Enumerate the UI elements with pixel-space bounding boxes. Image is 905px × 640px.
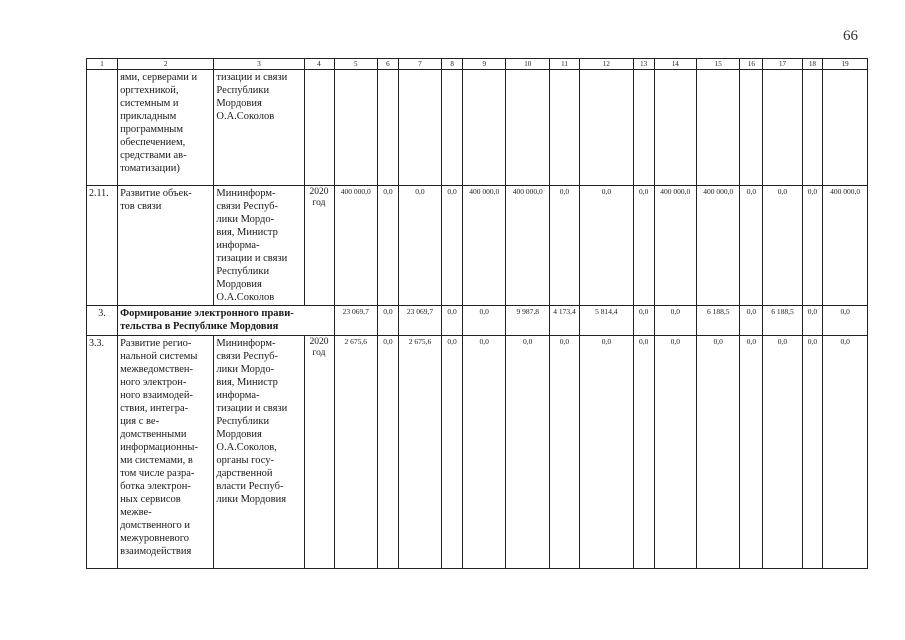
col-header-17: 17 bbox=[763, 59, 802, 70]
cell-11: 0,0 bbox=[549, 336, 579, 569]
cell-12 bbox=[579, 70, 633, 186]
cell-12: 0,0 bbox=[579, 336, 633, 569]
measure-name: Развитие объек- тов связи bbox=[118, 186, 214, 306]
cell-12: 5 814,4 bbox=[579, 306, 633, 336]
cell-19 bbox=[823, 70, 868, 186]
row-index bbox=[87, 70, 118, 186]
row-index: 3. bbox=[87, 306, 118, 336]
cell-15 bbox=[696, 70, 740, 186]
col-header-18: 18 bbox=[802, 59, 823, 70]
cell-17: 0,0 bbox=[763, 186, 802, 306]
cell-9: 0,0 bbox=[462, 306, 506, 336]
table-row bbox=[87, 70, 868, 186]
executor: Мининформ- связи Респуб- лики Мордо- вия, Министр информа- тизации и связи Республики Мордовия О.А.Соколов, органы госу- дарственной власти Респуб- лики Мордовия bbox=[214, 336, 304, 569]
cell-15: 400 000,0 bbox=[696, 186, 740, 306]
col-header-12: 12 bbox=[579, 59, 633, 70]
cell-19: 0,0 bbox=[823, 336, 868, 569]
cell-6: 0,0 bbox=[378, 336, 399, 569]
cell-6: 0,0 bbox=[378, 306, 399, 336]
cell-13: 0,0 bbox=[633, 186, 654, 306]
cell-14 bbox=[654, 70, 696, 186]
cell-10: 400 000,0 bbox=[506, 186, 550, 306]
col-header-8: 8 bbox=[442, 59, 463, 70]
row-index: 3.3. bbox=[87, 336, 118, 569]
cell-11 bbox=[549, 70, 579, 186]
measure-name: Развитие регио- нальной системы межведомствен- ного электрон- ного взаимодей- ствия, интегра- ция с ве- домственными информационны- ми системами, в том числе разра- ботка электрон- ных сервисов межве- домственного и межуровневого взаимодействия bbox=[118, 336, 214, 569]
col-header-11: 11 bbox=[549, 59, 579, 70]
col-header-1: 1 bbox=[87, 59, 118, 70]
cell-14: 0,0 bbox=[654, 306, 696, 336]
cell-17 bbox=[763, 70, 802, 186]
col-header-13: 13 bbox=[633, 59, 654, 70]
col-header-9: 9 bbox=[462, 59, 506, 70]
cell-15: 6 188,5 bbox=[696, 306, 740, 336]
cell-9: 0,0 bbox=[462, 336, 506, 569]
cell-17: 6 188,5 bbox=[763, 306, 802, 336]
table-row bbox=[87, 186, 868, 306]
cell-11: 4 173,4 bbox=[549, 306, 579, 336]
cell-5: 23 069,7 bbox=[334, 306, 378, 336]
cell-11: 0,0 bbox=[549, 186, 579, 306]
cell-10: 9 987,8 bbox=[506, 306, 550, 336]
col-header-19: 19 bbox=[823, 59, 868, 70]
cell-8: 0,0 bbox=[442, 186, 463, 306]
cell-18 bbox=[802, 70, 823, 186]
cell-6: 0,0 bbox=[378, 186, 399, 306]
cell-7: 2 675,6 bbox=[398, 336, 442, 569]
cell-13: 0,0 bbox=[633, 336, 654, 569]
cell-18: 0,0 bbox=[802, 336, 823, 569]
column-number-header bbox=[87, 59, 868, 70]
measure-name: ями, серверами и оргтехникой, системным и прикладным программным обеспечением, средствами ав- томатизации) bbox=[118, 70, 214, 186]
cell-9: 400 000,0 bbox=[462, 186, 506, 306]
cell-7: 23 069,7 bbox=[398, 306, 442, 336]
cell-15: 0,0 bbox=[696, 336, 740, 569]
cell-7 bbox=[398, 70, 442, 186]
cell-18: 0,0 bbox=[802, 306, 823, 336]
cell-7: 0,0 bbox=[398, 186, 442, 306]
cell-14: 0,0 bbox=[654, 336, 696, 569]
cell-16: 0,0 bbox=[740, 186, 763, 306]
col-header-14: 14 bbox=[654, 59, 696, 70]
cell-13 bbox=[633, 70, 654, 186]
cell-8 bbox=[442, 70, 463, 186]
cell-14: 400 000,0 bbox=[654, 186, 696, 306]
cell-16: 0,0 bbox=[740, 306, 763, 336]
col-header-6: 6 bbox=[378, 59, 399, 70]
year bbox=[304, 70, 334, 186]
col-header-10: 10 bbox=[506, 59, 550, 70]
cell-17: 0,0 bbox=[763, 336, 802, 569]
cell-19: 0,0 bbox=[823, 306, 868, 336]
year: 2020 год bbox=[304, 336, 334, 569]
cell-5: 2 675,6 bbox=[334, 336, 378, 569]
section-title: Формирование электронного прави- тельства в Республике Мордовия bbox=[118, 306, 334, 336]
col-header-16: 16 bbox=[740, 59, 763, 70]
cell-18: 0,0 bbox=[802, 186, 823, 306]
executor: тизации и связи Республики Мордовия О.А.Соколов bbox=[214, 70, 304, 186]
cell-6 bbox=[378, 70, 399, 186]
page-number: 66 bbox=[843, 28, 858, 44]
cell-5: 400 000,0 bbox=[334, 186, 378, 306]
budget-table bbox=[86, 58, 868, 569]
row-index: 2.11. bbox=[87, 186, 118, 306]
cell-19: 400 000,0 bbox=[823, 186, 868, 306]
cell-16 bbox=[740, 70, 763, 186]
executor: Мининформ- связи Респуб- лики Мордо- вия, Министр информа- тизации и связи Республики Мордовия О.А.Соколов bbox=[214, 186, 304, 306]
col-header-4: 4 bbox=[304, 59, 334, 70]
col-header-3: 3 bbox=[214, 59, 304, 70]
cell-9 bbox=[462, 70, 506, 186]
cell-16: 0,0 bbox=[740, 336, 763, 569]
col-header-5: 5 bbox=[334, 59, 378, 70]
table-row-section bbox=[87, 306, 868, 336]
cell-10: 0,0 bbox=[506, 336, 550, 569]
cell-8: 0,0 bbox=[442, 306, 463, 336]
cell-10 bbox=[506, 70, 550, 186]
year: 2020 год bbox=[304, 186, 334, 306]
table-row bbox=[87, 336, 868, 569]
cell-5 bbox=[334, 70, 378, 186]
col-header-15: 15 bbox=[696, 59, 740, 70]
cell-13: 0,0 bbox=[633, 306, 654, 336]
col-header-2: 2 bbox=[118, 59, 214, 70]
cell-12: 0,0 bbox=[579, 186, 633, 306]
col-header-7: 7 bbox=[398, 59, 442, 70]
cell-8: 0,0 bbox=[442, 336, 463, 569]
